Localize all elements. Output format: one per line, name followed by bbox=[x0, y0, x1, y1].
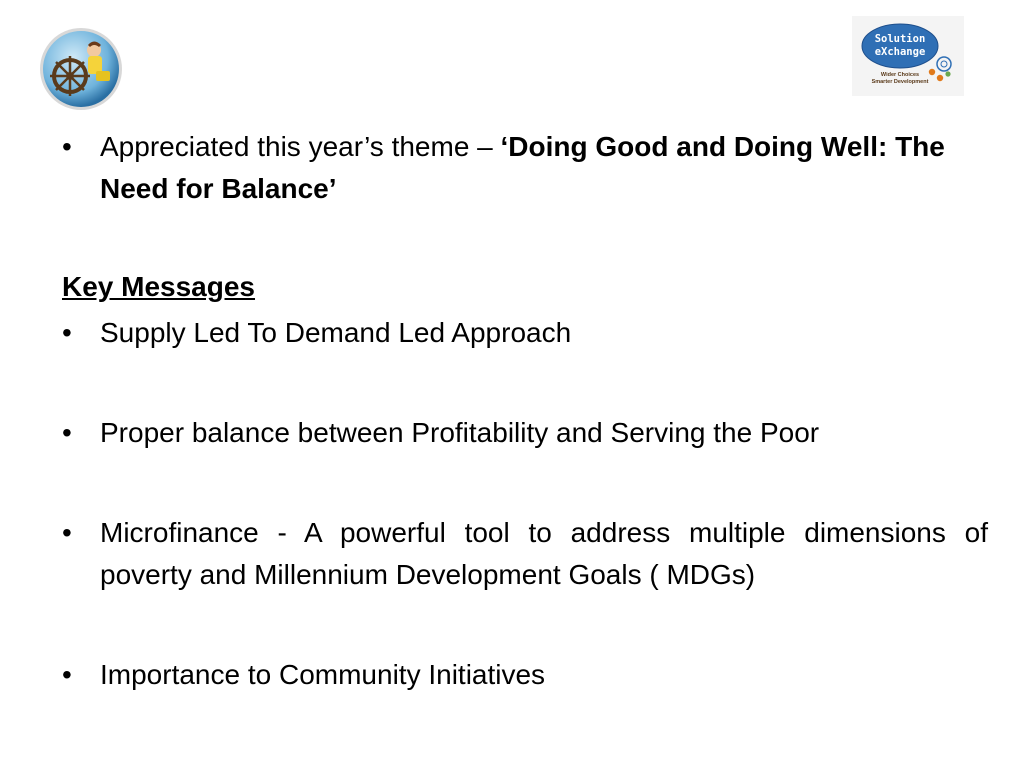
bullet-icon: • bbox=[62, 517, 72, 548]
key-message-text: Proper balance between Profitability and Serving the Poor bbox=[100, 417, 820, 448]
theme-text: ‘Doing Good and Doing Well: The Need for Balance’ bbox=[100, 131, 945, 204]
key-message-text: Importance to Community Initiatives bbox=[100, 659, 546, 690]
intro-plain-text: Appreciated this year’s theme – bbox=[100, 131, 501, 162]
slide-body bbox=[62, 126, 988, 696]
intro-bullet bbox=[62, 126, 988, 210]
ship-wheel-logo-icon bbox=[38, 26, 124, 112]
solution-exchange-logo bbox=[852, 16, 964, 96]
key-message-item bbox=[62, 312, 988, 354]
key-message-item bbox=[62, 654, 988, 696]
key-messages-heading: Key Messages bbox=[62, 271, 256, 302]
bullet-icon: • bbox=[62, 417, 72, 448]
svg-text:eXchange: eXchange bbox=[874, 46, 926, 58]
bullet-icon: • bbox=[62, 659, 72, 690]
key-message-text: Microfinance - A powerful tool to address multiple dimensions of poverty and Millennium Development Goals ( MDGs) bbox=[100, 517, 988, 590]
key-message-item bbox=[62, 512, 988, 596]
bullet-icon: • bbox=[62, 317, 72, 348]
intro-text bbox=[100, 126, 988, 210]
logo-tagline-1: Wider Choices bbox=[880, 72, 920, 78]
bullet-icon: • bbox=[62, 131, 72, 162]
logo-tagline-2: Smarter Development bbox=[871, 79, 929, 85]
svg-text:Solution: Solution bbox=[874, 33, 926, 45]
key-message-item bbox=[62, 412, 988, 454]
key-message-text: Supply Led To Demand Led Approach bbox=[100, 317, 572, 348]
